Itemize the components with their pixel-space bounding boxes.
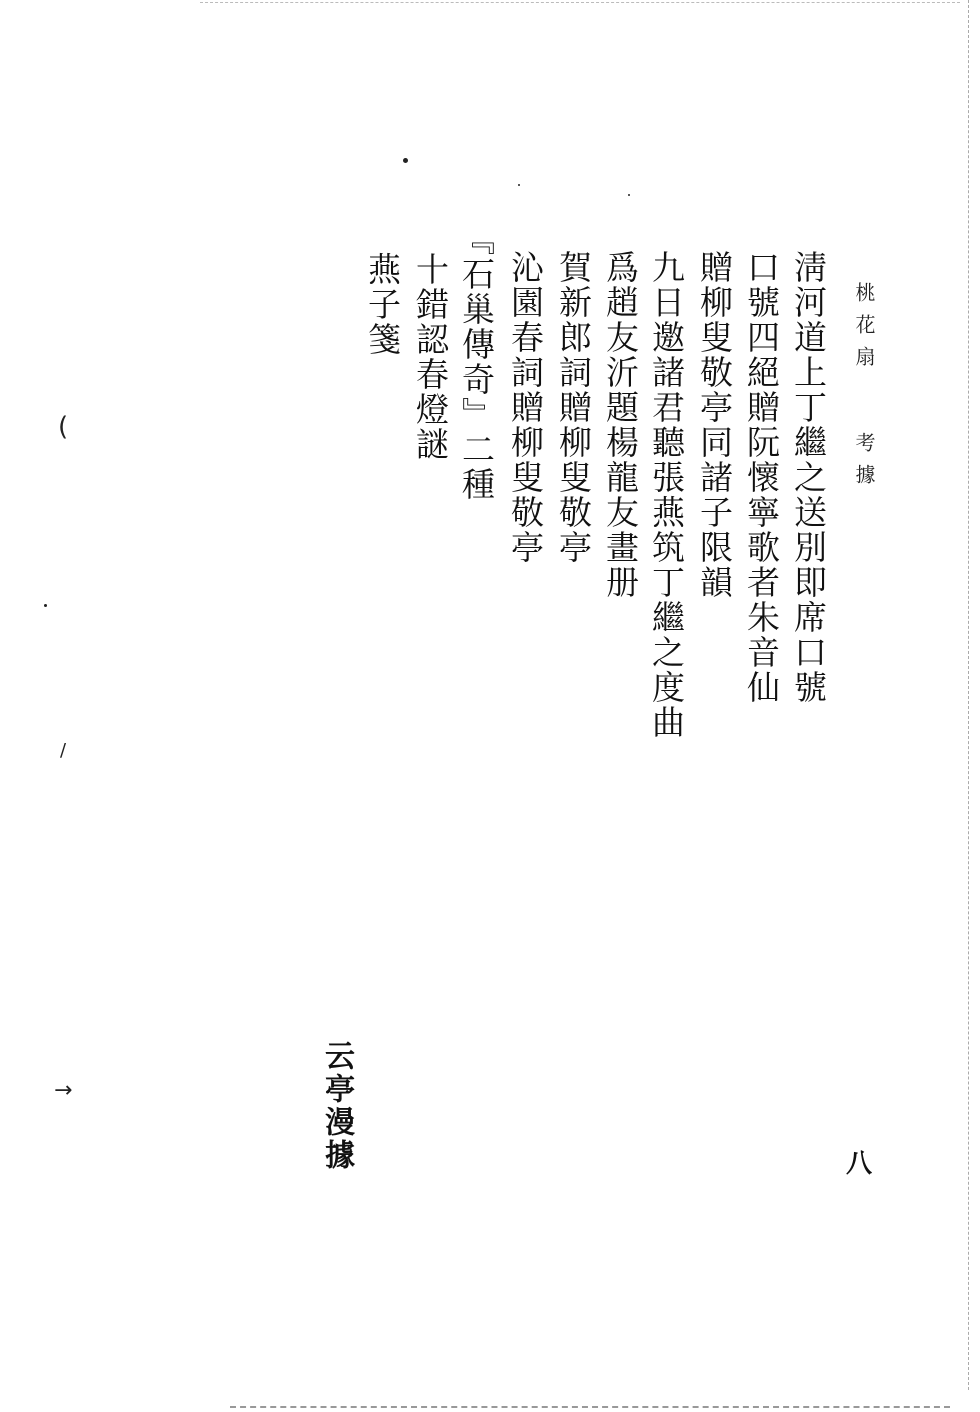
entry-8: 『石巢傳奇』二種	[457, 222, 496, 502]
running-header-section: 考據	[852, 432, 876, 496]
entry-6: 賀新郎詞贈柳叟敬亭	[554, 250, 593, 565]
ink-speck	[44, 604, 47, 607]
entry-2: 口號四絕贈阮懷寧歌者朱音仙	[742, 250, 781, 705]
entry-10: 燕子箋	[363, 252, 402, 357]
scan-edge-top	[200, 2, 960, 3]
running-header-book-title: 桃花扇	[852, 282, 876, 378]
source-title: 云亭漫據	[319, 1040, 354, 1172]
entry-7: 沁園春詞贈柳叟敬亭	[506, 250, 545, 565]
margin-mark: →	[54, 1078, 73, 1103]
entry-4: 九日邀諸君聽張燕筑丁繼之度曲	[647, 250, 686, 740]
entry-1: 淸河道上丁繼之送別即席口號	[789, 250, 828, 705]
margin-mark: (	[58, 412, 69, 442]
ink-speck	[628, 194, 630, 196]
ink-speck	[403, 158, 408, 163]
ink-speck	[518, 184, 520, 186]
margin-mark: /	[60, 740, 67, 761]
scan-edge-bottom	[230, 1406, 950, 1408]
entry-5: 爲趙友沂題楊龍友畫册	[601, 250, 640, 600]
entry-3: 贈柳叟敬亭同諸子限韻	[695, 250, 734, 600]
page-number: 八	[846, 1149, 873, 1179]
entry-9: 十錯認春燈謎	[411, 252, 450, 462]
scan-edge-right	[968, 0, 969, 1390]
